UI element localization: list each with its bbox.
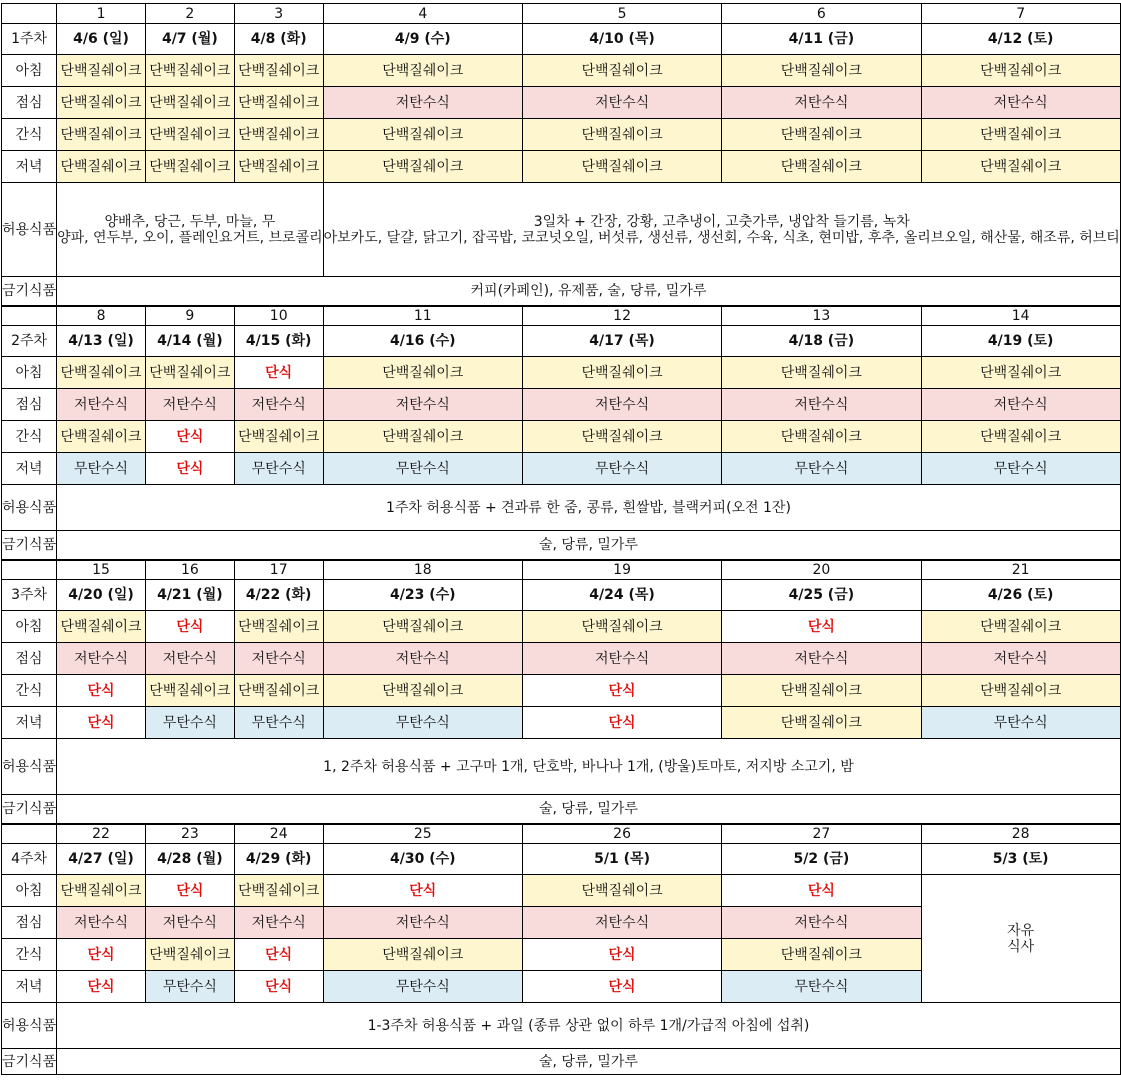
week-label: 3주차 bbox=[2, 580, 57, 611]
meal-cell: 단백질쉐이크 bbox=[323, 611, 522, 643]
meal-cell: 단백질쉐이크 bbox=[323, 421, 522, 453]
meal-cell: 무탄수식 bbox=[323, 453, 522, 485]
date-row bbox=[2, 580, 1121, 611]
day-number: 10 bbox=[234, 306, 323, 326]
meal-cell: 단백질쉐이크 bbox=[921, 151, 1120, 183]
date-header: 4/25 (금) bbox=[722, 580, 921, 611]
meal-cell: 저탄수식 bbox=[234, 643, 323, 675]
meal-label-snack: 간식 bbox=[2, 421, 57, 453]
meal-label-dinner: 저녁 bbox=[2, 707, 57, 739]
meal-cell: 단백질쉐이크 bbox=[145, 675, 234, 707]
allowed-label: 허용식품 bbox=[2, 739, 57, 795]
meal-cell: 저탄수식 bbox=[722, 643, 921, 675]
day-number-row bbox=[2, 824, 1121, 844]
meal-cell: 단백질쉐이크 bbox=[722, 675, 921, 707]
meal-cell: 저탄수식 bbox=[722, 907, 921, 939]
allowed-foods-text: 3일차 + 간장, 강황, 고추냉이, 고춧가루, 냉압착 들기름, 녹차 bbox=[533, 213, 910, 230]
date-header: 4/20 (일) bbox=[57, 580, 146, 611]
meal-cell: 단백질쉐이크 bbox=[57, 151, 146, 183]
allowed-foods: 1, 2주차 허용식품 + 고구마 1개, 단호박, 바나나 1개, (방울)토마토, 저지방 소고기, 밤 bbox=[57, 739, 1121, 795]
meal-cell: 단백질쉐이크 bbox=[921, 357, 1120, 389]
meal-label-breakfast: 아침 bbox=[2, 55, 57, 87]
lunch-row bbox=[2, 643, 1121, 675]
meal-cell: 무탄수식 bbox=[921, 707, 1120, 739]
allowed-foods-phase1 bbox=[57, 183, 324, 277]
forbidden-label: 금기식품 bbox=[2, 277, 57, 306]
meal-cell: 저탄수식 bbox=[522, 907, 721, 939]
meal-cell: 단백질쉐이크 bbox=[145, 119, 234, 151]
meal-cell: 저탄수식 bbox=[234, 907, 323, 939]
date-header: 4/23 (수) bbox=[323, 580, 522, 611]
meal-cell: 무탄수식 bbox=[145, 971, 234, 1003]
date-row bbox=[2, 844, 1121, 875]
meal-cell: 저탄수식 bbox=[323, 643, 522, 675]
meal-cell: 단식 bbox=[323, 875, 522, 907]
day-number: 19 bbox=[522, 560, 721, 580]
meal-cell: 저탄수식 bbox=[921, 389, 1120, 421]
forbidden-foods: 술, 당류, 밀가루 bbox=[57, 531, 1121, 560]
meal-cell: 단백질쉐이크 bbox=[522, 357, 721, 389]
breakfast-row bbox=[2, 357, 1121, 389]
day-number-row bbox=[2, 4, 1121, 24]
breakfast-row bbox=[2, 55, 1121, 87]
allowed-foods-row bbox=[2, 183, 1121, 277]
meal-cell: 무탄수식 bbox=[921, 453, 1120, 485]
meal-cell: 단백질쉐이크 bbox=[145, 939, 234, 971]
meal-cell: 단식 bbox=[234, 939, 323, 971]
allowed-foods-row bbox=[2, 1003, 1121, 1049]
meal-cell: 저탄수식 bbox=[323, 907, 522, 939]
forbidden-foods-row bbox=[2, 277, 1121, 306]
day-number: 15 bbox=[57, 560, 146, 580]
allowed-label: 허용식품 bbox=[2, 1003, 57, 1049]
meal-cell: 단백질쉐이크 bbox=[522, 611, 721, 643]
meal-cell: 저탄수식 bbox=[57, 389, 146, 421]
forbidden-foods: 술, 당류, 밀가루 bbox=[57, 1049, 1121, 1075]
date-header: 4/11 (금) bbox=[722, 24, 921, 55]
snack-row bbox=[2, 421, 1121, 453]
day-number: 21 bbox=[921, 560, 1120, 580]
meal-cell: 단백질쉐이크 bbox=[722, 357, 921, 389]
day-number: 6 bbox=[722, 4, 921, 24]
meal-cell: 단백질쉐이크 bbox=[921, 119, 1120, 151]
meal-cell: 저탄수식 bbox=[234, 389, 323, 421]
meal-cell: 단백질쉐이크 bbox=[323, 55, 522, 87]
meal-cell: 단백질쉐이크 bbox=[522, 119, 721, 151]
forbidden-label: 금기식품 bbox=[2, 795, 57, 824]
corner-cell bbox=[2, 560, 57, 580]
meal-cell: 무탄수식 bbox=[323, 971, 522, 1003]
day-number: 14 bbox=[921, 306, 1120, 326]
breakfast-row bbox=[2, 875, 1121, 907]
meal-cell: 단백질쉐이크 bbox=[722, 939, 921, 971]
week-label: 1주차 bbox=[2, 24, 57, 55]
meal-cell: 단식 bbox=[145, 875, 234, 907]
day-number: 22 bbox=[57, 824, 146, 844]
meal-cell: 무탄수식 bbox=[323, 707, 522, 739]
meal-cell: 단백질쉐이크 bbox=[323, 675, 522, 707]
meal-cell: 단백질쉐이크 bbox=[234, 55, 323, 87]
date-header: 4/21 (월) bbox=[145, 580, 234, 611]
meal-cell: 단백질쉐이크 bbox=[57, 421, 146, 453]
meal-cell: 단백질쉐이크 bbox=[234, 87, 323, 119]
meal-cell: 무탄수식 bbox=[145, 707, 234, 739]
meal-cell: 저탄수식 bbox=[522, 87, 721, 119]
meal-label-lunch: 점심 bbox=[2, 643, 57, 675]
free-meal-text: 자유 bbox=[1007, 922, 1035, 939]
free-meal-cell bbox=[921, 875, 1120, 1003]
date-header: 5/1 (목) bbox=[522, 844, 721, 875]
meal-cell: 저탄수식 bbox=[522, 389, 721, 421]
forbidden-foods: 커피(카페인), 유제품, 술, 당류, 밀가루 bbox=[57, 277, 1121, 306]
meal-cell: 단백질쉐이크 bbox=[145, 151, 234, 183]
day-number: 16 bbox=[145, 560, 234, 580]
date-header: 4/10 (목) bbox=[522, 24, 721, 55]
meal-cell: 단식 bbox=[57, 939, 146, 971]
meal-cell: 단백질쉐이크 bbox=[234, 119, 323, 151]
forbidden-label: 금기식품 bbox=[2, 1049, 57, 1075]
meal-cell: 단백질쉐이크 bbox=[57, 87, 146, 119]
breakfast-row bbox=[2, 611, 1121, 643]
diet-schedule-table bbox=[1, 3, 1121, 1075]
meal-cell: 단식 bbox=[234, 357, 323, 389]
meal-cell: 단식 bbox=[722, 875, 921, 907]
snack-row bbox=[2, 119, 1121, 151]
snack-row bbox=[2, 675, 1121, 707]
date-header: 4/22 (화) bbox=[234, 580, 323, 611]
date-header: 4/28 (월) bbox=[145, 844, 234, 875]
meal-cell: 단백질쉐이크 bbox=[234, 421, 323, 453]
day-number: 12 bbox=[522, 306, 721, 326]
meal-cell: 저탄수식 bbox=[323, 389, 522, 421]
dinner-row bbox=[2, 151, 1121, 183]
meal-cell: 단백질쉐이크 bbox=[921, 55, 1120, 87]
meal-cell: 단식 bbox=[145, 453, 234, 485]
allowed-foods: 1주차 허용식품 + 견과류 한 줌, 콩류, 흰쌀밥, 블랙커피(오전 1잔) bbox=[57, 485, 1121, 531]
meal-cell: 단백질쉐이크 bbox=[323, 151, 522, 183]
meal-cell: 단백질쉐이크 bbox=[522, 151, 721, 183]
allowed-foods-row bbox=[2, 485, 1121, 531]
meal-cell: 단백질쉐이크 bbox=[722, 55, 921, 87]
meal-cell: 저탄수식 bbox=[57, 907, 146, 939]
meal-cell: 저탄수식 bbox=[921, 87, 1120, 119]
meal-cell: 단백질쉐이크 bbox=[145, 87, 234, 119]
meal-cell: 단백질쉐이크 bbox=[57, 119, 146, 151]
lunch-row bbox=[2, 87, 1121, 119]
meal-label-snack: 간식 bbox=[2, 119, 57, 151]
meal-cell: 저탄수식 bbox=[722, 87, 921, 119]
date-header: 4/6 (일) bbox=[57, 24, 146, 55]
forbidden-foods-row bbox=[2, 1049, 1121, 1075]
meal-cell: 단백질쉐이크 bbox=[522, 421, 721, 453]
meal-cell: 단식 bbox=[234, 971, 323, 1003]
meal-cell: 단식 bbox=[145, 611, 234, 643]
day-number: 3 bbox=[234, 4, 323, 24]
meal-label-lunch: 점심 bbox=[2, 907, 57, 939]
meal-cell: 단식 bbox=[57, 675, 146, 707]
day-number: 25 bbox=[323, 824, 522, 844]
meal-cell: 단백질쉐이크 bbox=[234, 675, 323, 707]
day-number: 28 bbox=[921, 824, 1120, 844]
meal-cell: 단백질쉐이크 bbox=[921, 675, 1120, 707]
forbidden-foods-row bbox=[2, 795, 1121, 824]
date-header: 4/16 (수) bbox=[323, 326, 522, 357]
meal-label-dinner: 저녁 bbox=[2, 453, 57, 485]
meal-cell: 단백질쉐이크 bbox=[145, 55, 234, 87]
date-header: 4/7 (월) bbox=[145, 24, 234, 55]
forbidden-foods: 술, 당류, 밀가루 bbox=[57, 795, 1121, 824]
date-header: 4/8 (화) bbox=[234, 24, 323, 55]
date-header: 4/18 (금) bbox=[722, 326, 921, 357]
allowed-foods-row bbox=[2, 739, 1121, 795]
day-number: 8 bbox=[57, 306, 146, 326]
meal-cell: 단백질쉐이크 bbox=[145, 357, 234, 389]
meal-cell: 단백질쉐이크 bbox=[234, 611, 323, 643]
meal-cell: 단식 bbox=[522, 707, 721, 739]
meal-cell: 단백질쉐이크 bbox=[57, 55, 146, 87]
meal-cell: 단백질쉐이크 bbox=[722, 421, 921, 453]
day-number: 1 bbox=[57, 4, 146, 24]
meal-cell: 단식 bbox=[522, 939, 721, 971]
date-row bbox=[2, 24, 1121, 55]
allowed-foods-text: 양파, 연두부, 오이, 플레인요거트, 브로콜리 bbox=[57, 229, 323, 246]
meal-label-dinner: 저녁 bbox=[2, 151, 57, 183]
date-header: 4/14 (월) bbox=[145, 326, 234, 357]
dinner-row bbox=[2, 707, 1121, 739]
day-number: 17 bbox=[234, 560, 323, 580]
date-header: 4/17 (목) bbox=[522, 326, 721, 357]
day-number: 13 bbox=[722, 306, 921, 326]
corner-cell bbox=[2, 306, 57, 326]
date-header: 4/19 (토) bbox=[921, 326, 1120, 357]
meal-cell: 단식 bbox=[722, 611, 921, 643]
meal-cell: 무탄수식 bbox=[722, 453, 921, 485]
allowed-label: 허용식품 bbox=[2, 485, 57, 531]
meal-cell: 저탄수식 bbox=[722, 389, 921, 421]
meal-cell: 무탄수식 bbox=[234, 453, 323, 485]
date-header: 4/13 (일) bbox=[57, 326, 146, 357]
meal-cell: 단백질쉐이크 bbox=[522, 55, 721, 87]
free-meal-text: 식사 bbox=[1007, 938, 1035, 955]
meal-cell: 단식 bbox=[57, 971, 146, 1003]
day-number: 9 bbox=[145, 306, 234, 326]
meal-cell: 단백질쉐이크 bbox=[522, 875, 721, 907]
date-header: 4/12 (토) bbox=[921, 24, 1120, 55]
meal-cell: 저탄수식 bbox=[522, 643, 721, 675]
day-number: 20 bbox=[722, 560, 921, 580]
week-label: 4주차 bbox=[2, 844, 57, 875]
day-number: 24 bbox=[234, 824, 323, 844]
day-number: 7 bbox=[921, 4, 1120, 24]
allowed-foods-phase2 bbox=[323, 183, 1120, 277]
date-header: 5/3 (토) bbox=[921, 844, 1120, 875]
meal-cell: 무탄수식 bbox=[57, 453, 146, 485]
day-number: 5 bbox=[522, 4, 721, 24]
meal-cell: 저탄수식 bbox=[145, 907, 234, 939]
date-header: 4/9 (수) bbox=[323, 24, 522, 55]
day-number: 2 bbox=[145, 4, 234, 24]
meal-cell: 저탄수식 bbox=[57, 643, 146, 675]
meal-cell: 단백질쉐이크 bbox=[57, 875, 146, 907]
meal-cell: 저탄수식 bbox=[145, 643, 234, 675]
date-header: 5/2 (금) bbox=[722, 844, 921, 875]
meal-label-lunch: 점심 bbox=[2, 389, 57, 421]
corner-cell bbox=[2, 824, 57, 844]
dinner-row bbox=[2, 453, 1121, 485]
day-number-row bbox=[2, 560, 1121, 580]
meal-cell: 단식 bbox=[145, 421, 234, 453]
meal-cell: 단백질쉐이크 bbox=[323, 119, 522, 151]
allowed-label: 허용식품 bbox=[2, 183, 57, 277]
meal-label-snack: 간식 bbox=[2, 675, 57, 707]
meal-cell: 단백질쉐이크 bbox=[722, 151, 921, 183]
lunch-row bbox=[2, 389, 1121, 421]
date-header: 4/30 (수) bbox=[323, 844, 522, 875]
allowed-foods-text: 양배추, 당근, 두부, 마늘, 무 bbox=[104, 213, 276, 230]
meal-cell: 단백질쉐이크 bbox=[323, 939, 522, 971]
day-number: 26 bbox=[522, 824, 721, 844]
day-number: 23 bbox=[145, 824, 234, 844]
forbidden-label: 금기식품 bbox=[2, 531, 57, 560]
allowed-foods-text: 아보카도, 달걀, 닭고기, 잡곡밥, 코코넛오일, 버섯류, 생선류, 생선회, 수육, 식초, 현미밥, 후추, 올리브오일, 해산물, 해조류, 허브티 bbox=[323, 229, 1120, 246]
meal-label-breakfast: 아침 bbox=[2, 357, 57, 389]
meal-cell: 단식 bbox=[522, 971, 721, 1003]
day-number: 4 bbox=[323, 4, 522, 24]
date-header: 4/27 (일) bbox=[57, 844, 146, 875]
day-number: 11 bbox=[323, 306, 522, 326]
day-number: 18 bbox=[323, 560, 522, 580]
date-header: 4/29 (화) bbox=[234, 844, 323, 875]
date-header: 4/26 (토) bbox=[921, 580, 1120, 611]
day-number: 27 bbox=[722, 824, 921, 844]
meal-cell: 단백질쉐이크 bbox=[722, 707, 921, 739]
date-header: 4/24 (목) bbox=[522, 580, 721, 611]
meal-cell: 단백질쉐이크 bbox=[921, 421, 1120, 453]
forbidden-foods-row bbox=[2, 531, 1121, 560]
meal-cell: 저탄수식 bbox=[921, 643, 1120, 675]
meal-cell: 단식 bbox=[57, 707, 146, 739]
meal-cell: 무탄수식 bbox=[234, 707, 323, 739]
date-row bbox=[2, 326, 1121, 357]
meal-cell: 단백질쉐이크 bbox=[323, 357, 522, 389]
meal-cell: 단백질쉐이크 bbox=[234, 151, 323, 183]
meal-label-lunch: 점심 bbox=[2, 87, 57, 119]
meal-label-snack: 간식 bbox=[2, 939, 57, 971]
meal-cell: 무탄수식 bbox=[522, 453, 721, 485]
meal-cell: 단백질쉐이크 bbox=[722, 119, 921, 151]
week-label: 2주차 bbox=[2, 326, 57, 357]
meal-cell: 단백질쉐이크 bbox=[921, 611, 1120, 643]
meal-cell: 단식 bbox=[522, 675, 721, 707]
meal-cell: 단백질쉐이크 bbox=[234, 875, 323, 907]
allowed-foods: 1-3주차 허용식품 + 과일 (종류 상관 없이 하루 1개/가급적 아침에 섭취) bbox=[57, 1003, 1121, 1049]
meal-label-breakfast: 아침 bbox=[2, 875, 57, 907]
meal-cell: 단백질쉐이크 bbox=[57, 357, 146, 389]
meal-label-dinner: 저녁 bbox=[2, 971, 57, 1003]
meal-cell: 무탄수식 bbox=[722, 971, 921, 1003]
date-header: 4/15 (화) bbox=[234, 326, 323, 357]
meal-label-breakfast: 아침 bbox=[2, 611, 57, 643]
meal-cell: 단백질쉐이크 bbox=[57, 611, 146, 643]
corner-cell bbox=[2, 4, 57, 24]
meal-cell: 저탄수식 bbox=[145, 389, 234, 421]
meal-cell: 저탄수식 bbox=[323, 87, 522, 119]
day-number-row bbox=[2, 306, 1121, 326]
